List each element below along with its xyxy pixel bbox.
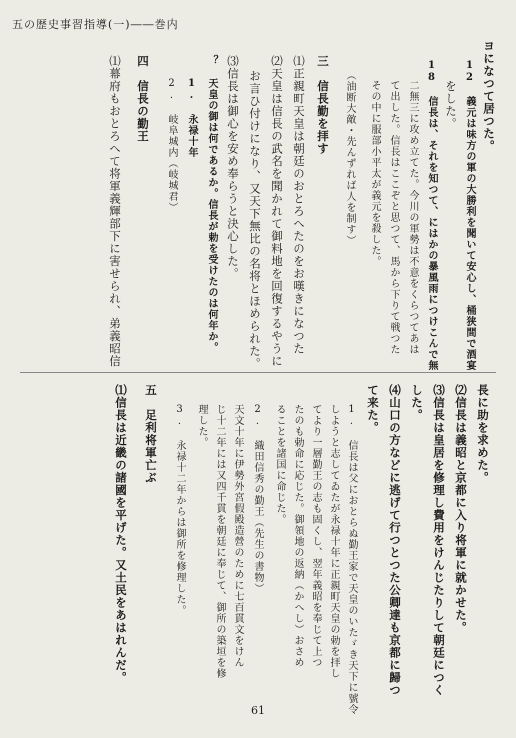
note-line: 理した。	[196, 404, 207, 448]
note-line: 2. 織田信秀の勤王（先生の書物）	[252, 404, 263, 594]
text-column: ⑴幕府もおとろへて将軍義輝部下に害せられ、弟義昭信	[108, 55, 122, 368]
text-column: 18 信長は、それを知つて、にはかの暴風雨につけこんで無	[426, 60, 437, 371]
note-line: てより一層勤王の志も固くし、翌年義昭を奉じて上つ	[310, 404, 321, 668]
text-column: 12 義元は味方の軍の大勝利を聞いて安心し、桶狭間で酒宴	[464, 60, 475, 371]
text-column: 長に助を求めた。	[476, 384, 490, 484]
text-column: （油断大敵・先んずれば人を制す）	[344, 70, 355, 246]
text-column: お言ひ付けになり、又天下無比の名将とほめられた。	[248, 70, 262, 370]
text-column: をした。	[444, 80, 458, 130]
text-column: ⑴正親町天皇は朝廷のおとろへたのをお嘆きになつた	[292, 55, 306, 355]
page-number: 61	[251, 704, 265, 717]
text-column: ⑷山口の方などに逃げて行つとつた公卿達も京都に歸つ	[388, 384, 402, 697]
text-column: した。	[410, 384, 424, 422]
half-divider	[20, 372, 496, 373]
text-column: ⑶信長は皇居を修理し費用をけんじたりして朝廷につく	[432, 384, 446, 697]
note-line: 1. 信長は父におとらぬ勤王家で天皇のいたゞき天下に號令	[346, 404, 357, 715]
note-line: じ十二年には又四千貫を朝廷に奉じて、御所の築垣を修	[214, 404, 225, 679]
section-heading: 三 信長勤を拝す	[316, 55, 330, 155]
note-line: たのも勅命に応じた。御領地の返納（かへし）おさめ	[292, 404, 303, 668]
text-column: て来た。	[366, 384, 380, 434]
text-column: 二無三に攻め立てた。今川の軍勢は不意をくらつてあは	[407, 80, 418, 355]
answer-line: 2. 岐阜城内（岐城君）	[166, 78, 177, 213]
text-column: その中に服部小平太が義元を殺した。	[369, 80, 380, 267]
note-line: しようと志してゐたが永禄十年に正親町天皇の勅を拝し	[328, 404, 339, 679]
answer-line: 1. 永禄十年	[186, 78, 197, 158]
text-column: ⑵信長は義昭と京都に入り将軍に就かせた。	[454, 384, 468, 634]
running-header: 五の歴史事習指導(一)――巻内	[12, 18, 179, 31]
section-heading: 五 足利将軍亡ぶ	[144, 384, 158, 484]
question-line: ？ 天皇の御は何であるか。信長が勅を受けたのは何年か。	[206, 55, 217, 353]
text-column: ⑵天皇は信長の武名を聞かれて御料地を回復するやうに	[270, 55, 284, 368]
note-line: 天文十年に伊勢外宮假殿造營のために七百貫文をけん	[232, 404, 243, 668]
section-heading: 四 信長の勤王	[136, 55, 150, 143]
text-column: ⑴信長は近畿の諸國を平げた。又土民をあはれんだ。	[114, 384, 128, 684]
note-line: 3. 永禄十二年からは御所を修理した。	[174, 404, 185, 616]
note-line: ることを諸国に命じた。	[274, 404, 285, 525]
text-column: て出した。信長はここぞと思つて、馬から下りて戦つた	[388, 80, 399, 355]
text-column: ヨになつて居つた。	[482, 40, 496, 153]
text-column: ⑶信長は御心を安め奉らうと決心した。	[226, 55, 240, 280]
